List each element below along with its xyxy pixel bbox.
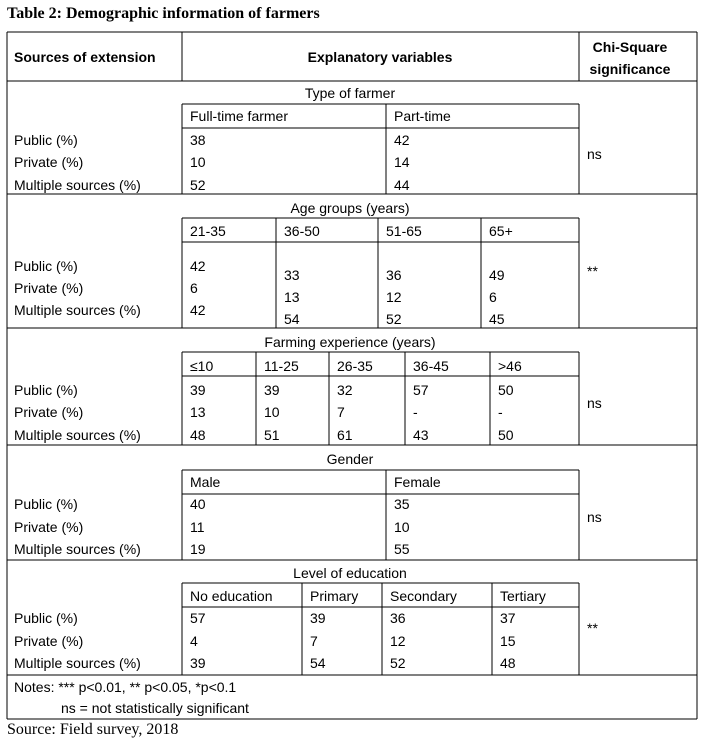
- header-chi-square: Chi-Square: [592, 39, 668, 55]
- value-cell: 54: [284, 311, 300, 327]
- category-label: 11-25: [264, 358, 299, 374]
- category-label: Part-time: [394, 108, 451, 124]
- section-title: Type of farmer: [304, 85, 396, 101]
- value-cell: 33: [284, 267, 300, 283]
- category-label: 26-35: [337, 358, 373, 374]
- value-cell: 55: [394, 541, 410, 557]
- category-label: No education: [190, 588, 273, 604]
- value-cell: 10: [394, 519, 410, 535]
- significance-value: ns: [587, 509, 602, 525]
- category-label: 36-50: [284, 223, 320, 239]
- row-label: Public (%): [14, 610, 78, 626]
- row-label: Private (%): [14, 633, 84, 649]
- value-cell: 43: [413, 427, 429, 443]
- section-title: Level of education: [293, 565, 407, 581]
- section-title: Gender: [326, 451, 374, 467]
- value-cell: 42: [190, 258, 206, 274]
- value-cell: 36: [386, 267, 402, 283]
- value-cell: 7: [337, 404, 345, 420]
- value-cell: 14: [394, 154, 410, 170]
- value-cell: 12: [390, 633, 406, 649]
- significance-value: **: [587, 620, 598, 636]
- value-cell: 50: [498, 427, 514, 443]
- category-label: 36-45: [413, 358, 449, 374]
- category-label: Full-time farmer: [190, 108, 289, 124]
- row-label: Private (%): [14, 519, 84, 535]
- value-cell: 45: [489, 311, 505, 327]
- value-cell: 13: [190, 404, 206, 420]
- value-cell: 38: [190, 132, 206, 148]
- row-label: Private (%): [14, 280, 84, 296]
- value-cell: -: [413, 404, 418, 420]
- value-cell: 52: [390, 655, 406, 671]
- row-label: Private (%): [14, 404, 84, 420]
- value-cell: 50: [498, 382, 514, 398]
- value-cell: 13: [284, 289, 300, 305]
- value-cell: 49: [489, 267, 505, 283]
- value-cell: 39: [264, 382, 280, 398]
- value-cell: 11: [190, 519, 205, 535]
- row-label: Multiple sources (%): [14, 302, 141, 318]
- value-cell: 37: [500, 610, 516, 626]
- category-label: Secondary: [390, 588, 457, 604]
- header-sources-of-extension: Sources of extension: [14, 49, 156, 65]
- notes-line-2: ns = not statistically significant: [61, 700, 249, 716]
- value-cell: 48: [500, 655, 516, 671]
- category-label: 21-35: [190, 223, 226, 239]
- value-cell: 19: [190, 541, 206, 557]
- category-label: 65+: [489, 223, 513, 239]
- row-label: Public (%): [14, 258, 78, 274]
- category-label: Tertiary: [500, 588, 546, 604]
- header-explanatory-variables: Explanatory variables: [307, 49, 453, 65]
- significance-value: ns: [587, 146, 602, 162]
- value-cell: 39: [310, 610, 326, 626]
- value-cell: 42: [190, 302, 206, 318]
- value-cell: 35: [394, 496, 410, 512]
- header-significance: significance: [589, 61, 671, 77]
- row-label: Multiple sources (%): [14, 177, 141, 193]
- value-cell: 48: [190, 427, 206, 443]
- value-cell: 6: [190, 280, 198, 296]
- value-cell: 44: [394, 177, 410, 193]
- category-label: Female: [394, 474, 441, 490]
- value-cell: 57: [190, 610, 206, 626]
- value-cell: 57: [413, 382, 429, 398]
- value-cell: 10: [264, 404, 280, 420]
- section-title: Farming experience (years): [264, 334, 436, 350]
- row-label: Public (%): [14, 132, 78, 148]
- value-cell: 36: [390, 610, 406, 626]
- row-label: Private (%): [14, 154, 84, 170]
- value-cell: 40: [190, 496, 206, 512]
- category-label: ≤10: [190, 358, 214, 374]
- significance-value: ns: [587, 395, 602, 411]
- value-cell: 15: [500, 633, 516, 649]
- notes-line-1: Notes: *** p<0.01, ** p<0.05, *p<0.1: [14, 679, 237, 695]
- row-label: Multiple sources (%): [14, 541, 141, 557]
- table-caption: Table 2: Demographic information of farmers: [7, 5, 320, 22]
- row-label: Multiple sources (%): [14, 655, 141, 671]
- value-cell: 54: [310, 655, 326, 671]
- value-cell: 61: [337, 427, 353, 443]
- row-label: Multiple sources (%): [14, 427, 141, 443]
- category-label: Male: [190, 474, 221, 490]
- source-note: Source: Field survey, 2018: [7, 721, 179, 738]
- value-cell: 51: [264, 427, 280, 443]
- value-cell: 42: [394, 132, 410, 148]
- value-cell: 12: [386, 289, 402, 305]
- value-cell: 7: [310, 633, 318, 649]
- category-label: Primary: [310, 588, 359, 604]
- value-cell: 39: [190, 655, 206, 671]
- value-cell: 10: [190, 154, 206, 170]
- value-cell: 52: [386, 311, 402, 327]
- significance-value: **: [587, 263, 598, 279]
- value-cell: 39: [190, 382, 206, 398]
- row-label: Public (%): [14, 496, 78, 512]
- category-label: >46: [498, 358, 522, 374]
- value-cell: 32: [337, 382, 353, 398]
- category-label: 51-65: [386, 223, 422, 239]
- value-cell: 4: [190, 633, 198, 649]
- value-cell: 52: [190, 177, 206, 193]
- row-label: Public (%): [14, 382, 78, 398]
- value-cell: -: [498, 404, 503, 420]
- value-cell: 6: [489, 289, 497, 305]
- section-title: Age groups (years): [290, 200, 410, 216]
